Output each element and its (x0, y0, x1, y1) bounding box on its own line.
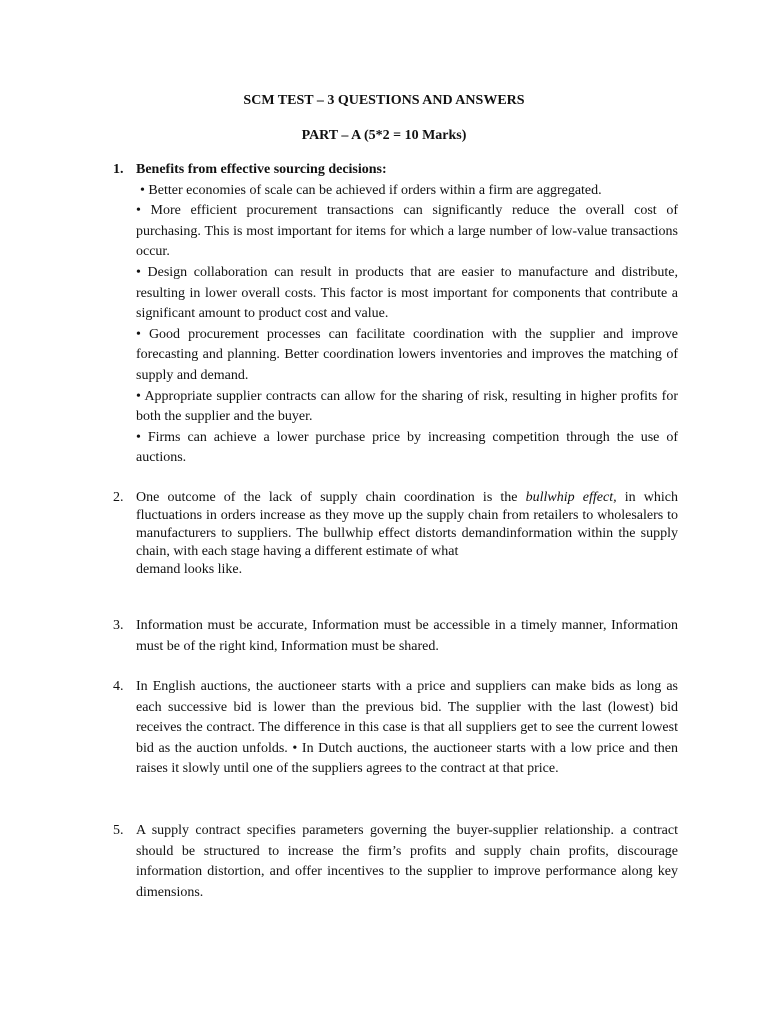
answer-4-text: In English auctions, the auctioneer starts with a price and suppliers can make bids as long as each successive bid is lower than the previous bid. The supplier with the last (lowest) bid receives the contract. The difference in this case is that all suppliers get to see the current lowest bid as the auction unfolds. • In Dutch auctions, the auctioneer starts with a low price and then raises it slowly until one of the suppliers agrees to the contract at that price. (136, 679, 678, 777)
answer-2-last-line: demand looks like. (136, 562, 243, 577)
benefit-bullet: • Design collaboration can result in products that are easier to manufacture and distribute, resulting in lower overall costs. This factor is most important for components that contribute a significant amount to product cost and value. (136, 264, 678, 322)
question-3 (113, 616, 678, 657)
bullwhip-term: bullwhip effect, (525, 490, 617, 505)
question-number: 2. (113, 490, 124, 505)
question-1 (113, 160, 678, 469)
answer-3-text: Information must be accurate, Information must be accessible in a timely manner, Information must be of the right kind, Information must be shared. (136, 618, 678, 654)
question-number: 3. (113, 618, 124, 633)
question-1-heading: Benefits from effective sourcing decisions: (136, 162, 387, 177)
answer-5-text: A supply contract specifies parameters governing the buyer-supplier relationship. a contract should be structured to increase the firm’s profits and supply chain profits, discourage information distortion, and offer incentives to the supplier to improve performance along key dimensions. (136, 823, 678, 900)
benefit-bullet: • Good procurement processes can facilitate coordination with the supplier and improve forecasting and planning. Better coordination lowers inventories and improves the matching of supply and demand. (136, 326, 678, 383)
benefit-bullet: • Better economies of scale can be achieved if orders within a firm are aggregated. (140, 182, 602, 198)
question-number: 1. (113, 162, 124, 177)
question-number: 4. (113, 679, 124, 694)
question-2 (113, 489, 678, 579)
question-5 (113, 821, 678, 903)
question-number: 5. (113, 823, 124, 838)
document-title: SCM TEST – 3 QUESTIONS AND ANSWERS (243, 93, 525, 108)
benefit-bullet: • More efficient procurement transactions can significantly reduce the overall cost of purchasing. This is most important for items for which a large number of low-value transactions occur. (136, 203, 678, 260)
part-heading: PART – A (5*2 = 10 Marks) (301, 128, 467, 143)
question-4 (113, 677, 678, 780)
benefit-bullet: • Firms can achieve a lower purchase price by increasing competition through the use of auctions. (136, 429, 678, 466)
benefit-bullet: • Appropriate supplier contracts can allow for the sharing of risk, resulting in higher profits for both the supplier and the buyer. (136, 388, 678, 425)
answer-2-text: One outcome of the lack of supply chain coordination is the bullwhip effect, in which fluctuations in orders increase as they move up the supply chain from retailers to wholesalers to manufacturers to suppliers. The bullwhip effect distorts demandinformation within the supply chain, with each stage having a different estimate of what (136, 490, 679, 559)
